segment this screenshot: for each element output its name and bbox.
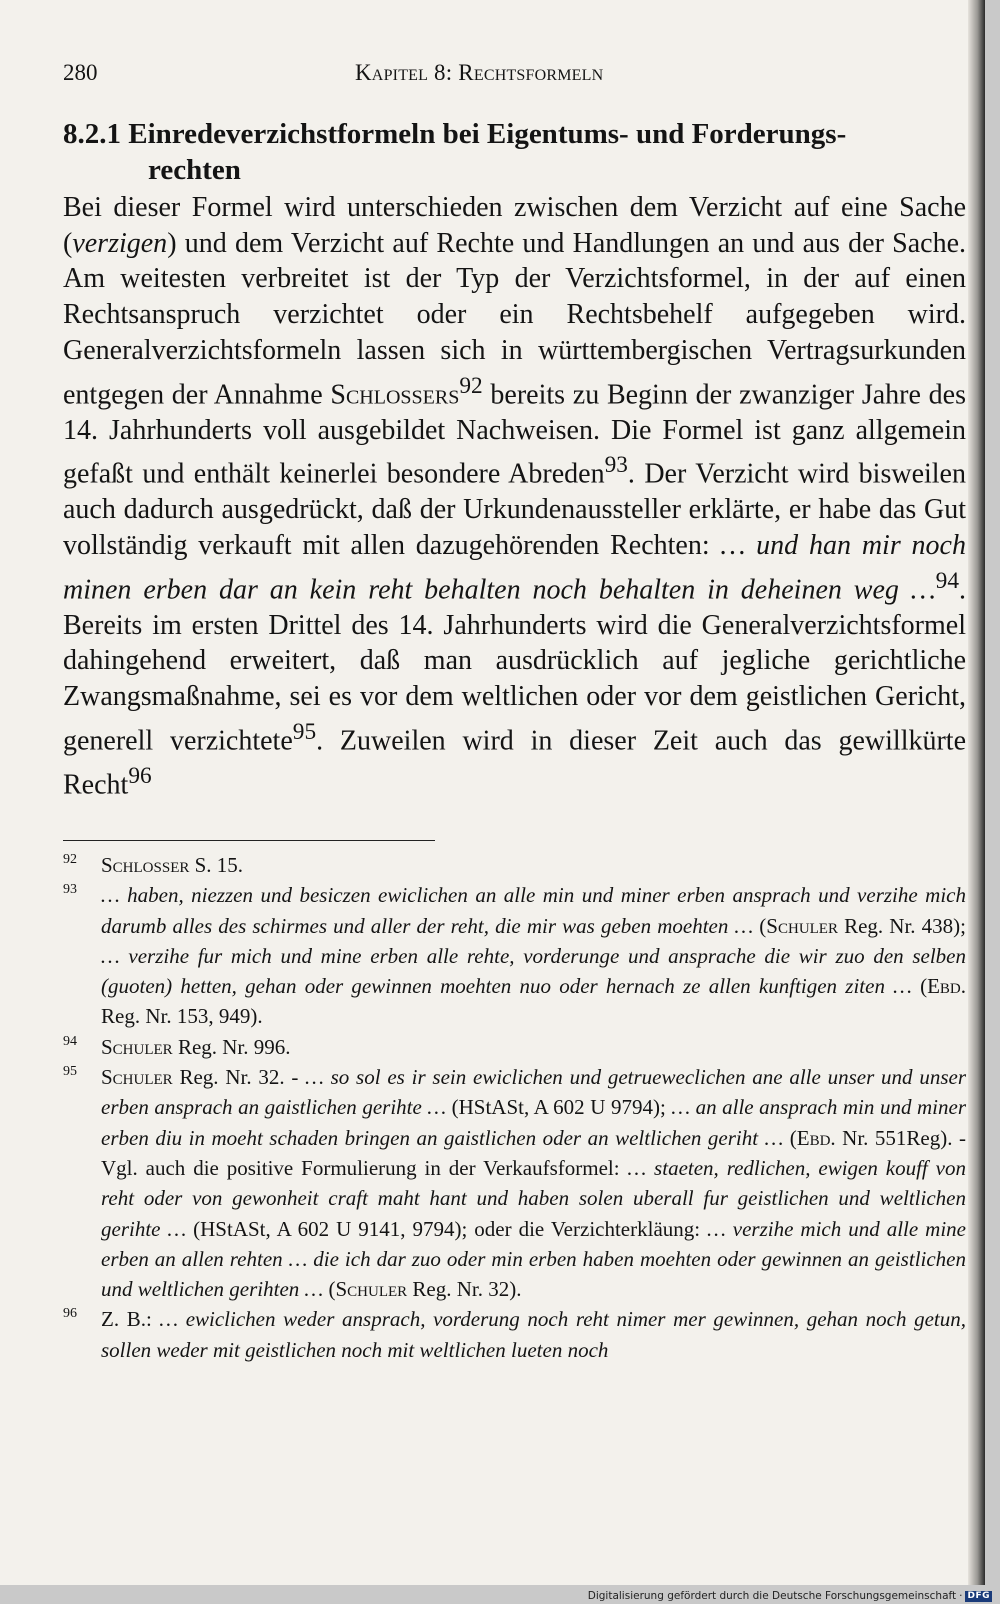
footnote-number: 92: [63, 852, 77, 867]
footnote-number: 94: [63, 1033, 77, 1049]
footnote-93: 93 … haben, niezzen und besiczen ewiclichen an alle min und miner erben ansprach und verzihe mich darumb alles des schirmes und aller der reht, die mir was geben moehten … (Schuler Reg. Nr. 438); … verzihe fur mich und mine erben alle rehte, vorderunge und ansprache die wir zuo den selben (guoten) hetten, gehan oder gewinnen moehten nuo oder hernach ze allen kunftigen ziten … (Ebd. Reg. Nr. 153, 949).: [63, 882, 967, 1029]
section-heading-line-2: rechten: [148, 154, 241, 186]
footnote-number: 95: [63, 1064, 77, 1080]
footnotes: [63, 850, 966, 1365]
footnote-divider: [63, 840, 435, 841]
footnote-95: 95 Schuler Reg. Nr. 32. - … so sol es ir sein ewiclichen und getrueweclichen ane alle unser und unser erben ansprach an gaistlichen gerihte … (HStASt, A 602 U 9794); … an alle ansprach min und miner erben diu in moeht schaden bringen an gaistlichen oder an weltlichen geriht … (Ebd. Nr. 551Reg). - Vgl. auch die positive Formulierung in der Verkaufsformel: … staeten, redlichen, ewigen kouff von reht oder von gewonheit craft maht hant und haben solen uberall fur geistlichen und weltlichen gerihte … (HStASt, A 602 U 9141, 9794); oder die Verzichterkläung: … verzihe mich und alle mine erben an allen rehten … die ich dar zuo oder min erben haben moehten oder gewinnen an geistlichen und weltlichen gerihten … (Schuler Reg. Nr. 32).: [63, 1064, 967, 1302]
body-text: [63, 190, 966, 803]
page-edge-shadow: [968, 0, 985, 1585]
footnote-number: 96: [63, 1306, 77, 1322]
chapter-title: Kapitel 8: Rechtsformeln: [355, 60, 604, 85]
quotation: … und han mir noch minen erben dar an kein reht behalten noch behalten in deheinen weg …: [63, 529, 966, 606]
footnote-ref-92: 92: [459, 372, 483, 399]
footnote-number: 93: [63, 882, 77, 898]
section-heading-line-1: 8.2.1 Einredeverzichstformeln bei Eigentums- und Forderungs-: [63, 118, 847, 150]
footnote-92: 92 Schlosser S. 15.: [63, 852, 244, 877]
digitization-footer: [588, 1588, 992, 1604]
footnote-96: 96 Z. B.: … ewiclichen weder ansprach, vorderung noch reht nimer mer gewinnen, gehan noch getun, sollen weder mit geistlichen noch mit weltlichen lueten noch: [63, 1306, 966, 1362]
footnote-ref-94: 94: [935, 567, 959, 594]
footnote-94: 94 Schuler Reg. Nr. 996.: [63, 1033, 291, 1059]
body-paragraph: Bei dieser Formel wird unterschieden zwischen dem Verzicht auf eine Sache (verzigen) und dem Verzicht auf Rechte und Handlungen an und aus der Sache. Am weitesten verbreitet ist der Typ der Verzichtsformel, in der auf einen Rechtsanspruch verzichtet oder ein Rechtsbehelf aufgegeben wird. Generalverzichtsformeln lassen sich in württembergischen Vertragsurkunden entgegen der Annahme Schlossers$^{92}$ bereits zu Beginn der zwanziger Jahre des 14. Jahrhunderts voll ausgebildet Nachweisen. Die Formel ist ganz allgemein gefaßt und enthält keinerlei besondere Abreden$^{93}$. Der Verzicht wird bisweilen auch dadurch ausgedrückt, daß der Urkundenaussteller erklärte, er habe das Gut vollständig verkauft mit allen dazugehörenden Rechten: … und han mir noch minen erben dar an kein reht behalten noch behalten in deheinen weg …$^{94}$. Bereits im ersten Drittel des 14. Jahrhunderts wird die Generalverzichtsformel dahingehend erweitert, daß man ausdrücklich auf jegliche gerichtliche Zwangsmaßnahme, sei es vor dem weltlichen oder vor dem geistlichen Gericht, generell verzichtete$^{95}$. Zuweilen wird in dieser Zeit auch das gewillkürte Recht$^{96}$: [63, 192, 967, 801]
footnote-ref-96: 96: [128, 762, 152, 789]
footer-separator: ·: [959, 1590, 963, 1602]
footer-text: Digitalisierung gefördert durch die Deutsche Forschungsgemeinschaft: [587, 1590, 957, 1602]
page-number: 280: [63, 60, 98, 85]
footnote-ref-93: 93: [604, 452, 628, 479]
footnote-ref-95: 95: [292, 718, 317, 745]
dfg-logo: DFG: [967, 1590, 990, 1601]
running-header: [63, 56, 966, 90]
section-heading: [63, 116, 966, 188]
